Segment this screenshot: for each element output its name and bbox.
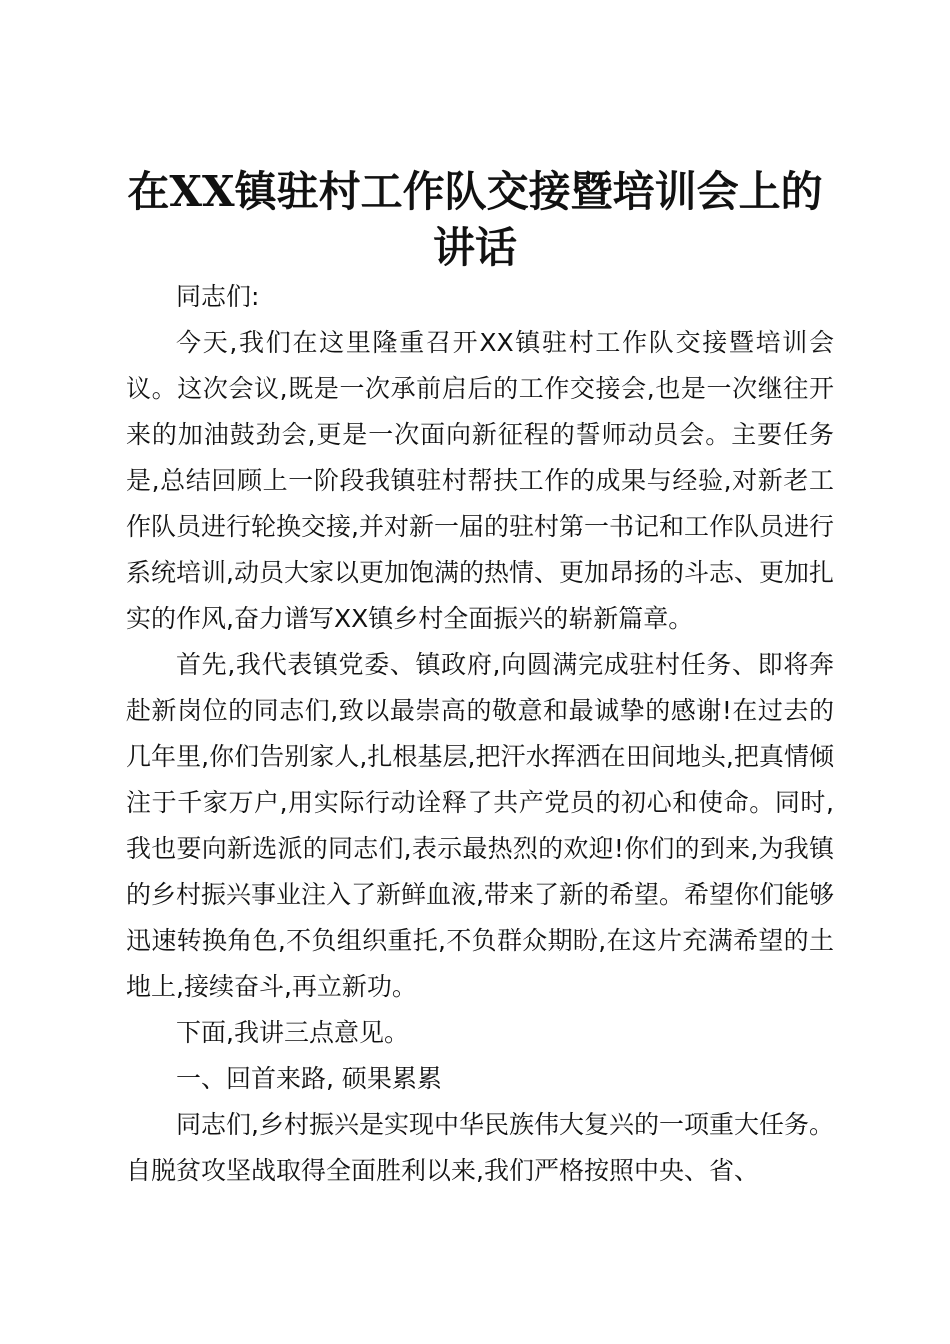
paragraph-opening: 今天,我们在这里隆重召开XX镇驻村工作队交接暨培训会议。这次会议,既是一次承前启后的工作交接会,也是一次继往开来的加油鼓劲会,更是一次面向新征程的誓师动员会。主要任务是,总结回顾上一阶段我镇驻村帮扶工作的成果与经验,对新老工作队员进行轮换交接,并对新一届的驻村第一书记和工作队员进行系统培训,动员大家以更加饱满的热情、更加昂扬的斗志、更加扎实的作风,奋力谱写XX镇乡村全面振兴的崭新篇章。 xyxy=(126,328,834,633)
section-heading: 一、回首来路, 硕果累累 xyxy=(176,1064,442,1093)
document-title: 在XX镇驻村工作队交接暨培训会上的讲话 xyxy=(127,167,823,272)
document-body xyxy=(126,274,834,1194)
salutation: 同志们: xyxy=(176,282,260,311)
paragraph-section-one: 同志们,乡村振兴是实现中华民族伟大复兴的一项重大任务。自脱贫攻坚战取得全面胜利以来,我们严格按照中央、省、 xyxy=(126,1110,834,1185)
paragraph-thanks: 首先,我代表镇党委、镇政府,向圆满完成驻村任务、即将奔赴新岗位的同志们,致以最崇高的敬意和最诚挚的感谢!在过去的几年里,你们告别家人,扎根基层,把汗水挥洒在田间地头,把真情倾注于千家万户,用实际行动诠释了共产党员的初心和使命。同时,我也要向新选派的同志们,表示最热烈的欢迎!你们的到来,为我镇的乡村振兴事业注入了新鲜血液,带来了新的希望。希望你们能够迅速转换角色,不负组织重托,不负群众期盼,在这片充满希望的土地上,接续奋斗,再立新功。 xyxy=(126,650,834,1001)
paragraph-outline: 下面,我讲三点意见。 xyxy=(176,1018,409,1047)
